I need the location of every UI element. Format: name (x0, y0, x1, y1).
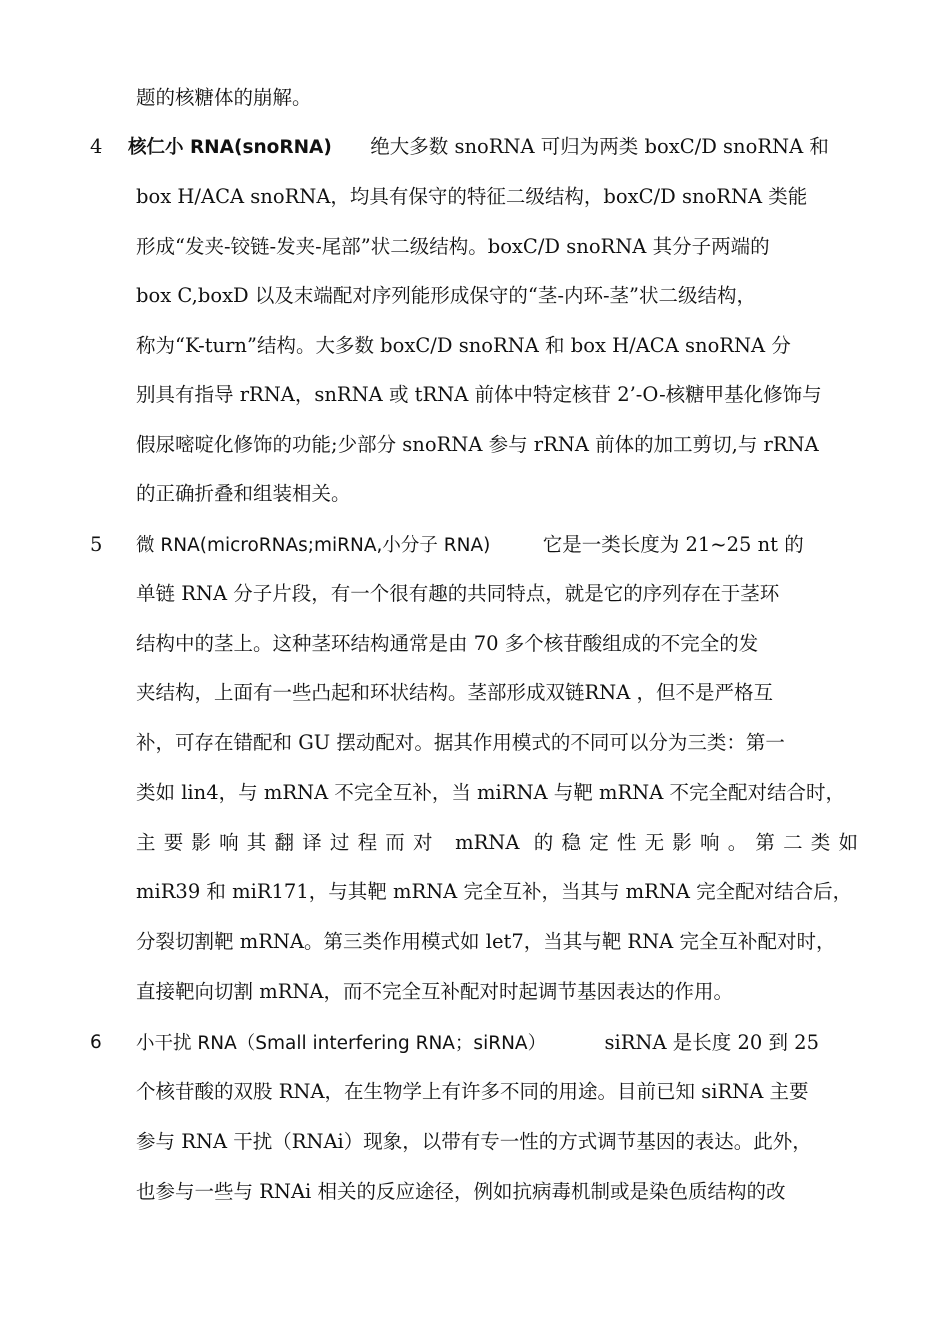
paragraph-line: 的正确折叠和组装相关。 (136, 482, 351, 505)
paragraph-line: 单链 RNA 分子片段，有一个很有趣的共同特点，就是它的序列存在于茎环 (136, 582, 780, 605)
paragraph-line: box H/ACA snoRNA，均具有保守的特征二级结构，boxC/D snoRNA 类能 (136, 185, 808, 208)
paragraph-line: 称为“K-turn”结构。大多数 boxC/D snoRNA 和 box H/ACA snoRNA 分 (136, 334, 791, 357)
paragraph-text: siRNA 是长度 20 到 25 (604, 1031, 819, 1054)
paragraph-line: 参与 RNA 干扰（RNAi）现象，以带有专一性的方式调节基因的表达。此外， (136, 1130, 812, 1153)
section-title: 微 RNA(microRNAs;miRNA,小分子 RNA) (136, 535, 491, 556)
paragraph-line: 结构中的茎上。这种茎环结构通常是由 70 多个核苷酸组成的不完全的发 (136, 632, 759, 655)
paragraph-line: 假尿嘧啶化修饰的功能;少部分 snoRNA 参与 rRNA 前体的加工剪切,与 rRNA (136, 433, 819, 456)
paragraph-line: 也参与一些与 RNAi 相关的反应途径，例如抗病毒机制或是染色质结构的改 (136, 1180, 786, 1203)
paragraph-line: 直接靶向切割 mRNA，而不完全互补配对时起调节基因表达的作用。 (136, 980, 734, 1003)
paragraph-line: 个核苷酸的双股 RNA，在生物学上有许多不同的用途。目前已知 siRNA 主要 (136, 1080, 809, 1103)
paragraph-line: 题的核糖体的崩解。 (136, 86, 312, 109)
section-number: 5 (90, 533, 103, 556)
section-number: 4 (90, 135, 103, 158)
paragraph-line: 类如 lin4，与 mRNA 不完全互补，当 miRNA 与靶 mRNA 不完全配对结合时， (136, 781, 846, 804)
paragraph-line: 夹结构，上面有一些凸起和环状结构。茎部形成双链RNA ，但不是严格互 (136, 681, 774, 704)
section-number: 6 (90, 1032, 102, 1053)
section-title: 核仁小 RNA(snoRNA) (128, 137, 332, 158)
paragraph-line: 别具有指导 rRNA，snRNA 或 tRNA 前体中特定核苷 2’-O-核糖甲基化修饰与 (136, 383, 822, 406)
paragraph-line: 分裂切割靶 mRNA。第三类作用模式如 let7，当其与靶 RNA 完全互补配对时， (136, 930, 836, 953)
paragraph-line: 主要影响其翻译过程而对 mRNA 的稳定性无影响。第二类如 (136, 831, 858, 854)
paragraph-line: 形成“发夹-铰链-发夹-尾部”状二级结构。boxC/D snoRNA 其分子两端的 (136, 235, 770, 258)
section-heading-line (136, 1030, 858, 1057)
section-title: 小干扰 RNA（Small interfering RNA；siRNA） (136, 1033, 547, 1054)
paragraph-line: box C,boxD 以及末端配对序列能形成保守的“茎-内环-茎”状二级结构， (136, 284, 757, 307)
section-heading-line (128, 134, 858, 161)
paragraph-line: miR39 和 miR171，与其靶 mRNA 完全互补，当其与 mRNA 完全配对结合后， (136, 880, 853, 903)
paragraph-text: 绝大多数 snoRNA 可归为两类 boxC/D snoRNA 和 (370, 135, 829, 158)
paragraph-line: 补，可存在错配和 GU 摆动配对。据其作用模式的不同可以分为三类：第一 (136, 731, 785, 754)
paragraph-text: 它是一类长度为 21~25 nt 的 (542, 533, 804, 556)
section-heading-line (136, 532, 858, 559)
